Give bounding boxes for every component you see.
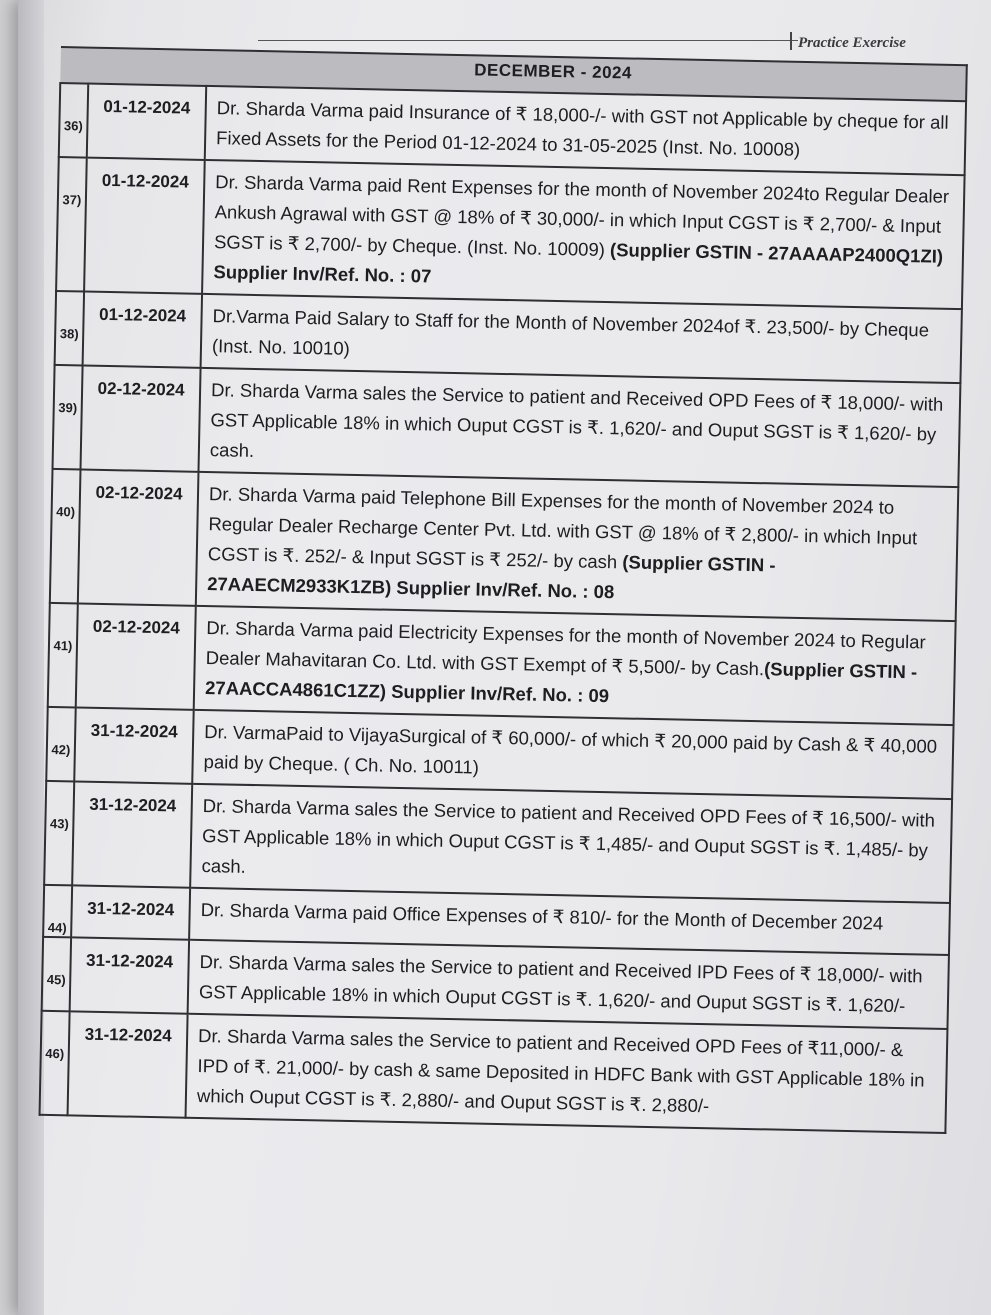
entry-description [198,368,960,487]
entry-date: 31-12-2024 [68,1011,188,1117]
entry-date: 02-12-2024 [76,603,196,709]
entry-text: Dr. Sharda Varma paid Electricity Expenses for the month of November 2024 to Regular Dealer Mahavitaran Co. Ltd. with GST Exempt of ₹ 5,500/- by Cash. [205,617,926,680]
entry-number: 36) [59,83,88,158]
entry-description [186,1014,948,1133]
section-label-text: Practice Exercise [798,35,906,51]
entry-number: 39) [53,365,83,470]
entry-text: Dr. Sharda Varma sales the Service to patient and Received IPD Fees of ₹ 18,000/- with GST Applicable 18% in which Ouput CGST is ₹. 1,620/- and Ouput SGST is ₹. 1,620/- [198,950,923,1017]
entry-number: 41) [48,603,78,708]
entry-description [202,160,965,309]
entry-text: Dr. Sharda Varma paid Office Expenses of ₹ 810/- for the Month of December 2024 [200,898,884,934]
book-spine [18,0,44,1315]
entry-text: Dr. Sharda Varma sales the Service to patient and Received OPD Fees of ₹ 18,000/- with GST Applicable 18% in which Ouput CGST is ₹. 1,620/- and Ouput SGST is ₹ 1,620/- by cash. [209,379,944,461]
entry-number: 40) [50,469,81,604]
entry-date: 31-12-2024 [71,885,190,939]
table-row [50,469,959,621]
entry-supplier-details: (Supplier GSTIN - 27AACCA4861C1ZZ) Supplier Inv/Ref. No. : 09 [204,658,918,707]
entry-text: Dr. Sharda Varma sales the Service to patient and Received OPD Fees of ₹11,000/- & IPD of ₹. 21,000/- by cash & same Deposited in HDFC Bank with GST Applicable 18% in which Ouput CGST is ₹. 2,880/- and Ouput SGST is ₹. 2,880/- [196,1024,925,1117]
entry-text: Dr. Sharda Varma paid Telephone Bill Expenses for the month of November 2024 to Regular Dealer Recharge Center Pvt. Ltd. with GST @ 18% of ₹ 2,800/- in which Input CGST is ₹. 252/- & Input SGST is ₹ 252/- by cash [207,483,918,573]
entry-date: 01-12-2024 [83,292,202,368]
entry-date: 02-12-2024 [78,469,199,605]
entry-number: 38) [55,291,84,366]
entry-date: 31-12-2024 [70,937,189,1013]
entry-description [196,472,959,621]
month-title-text: DECEMBER - 2024 [474,60,633,83]
entry-description [190,784,952,903]
entry-text: Dr. VarmaPaid to VijayaSurgical of ₹ 60,000/- of which ₹ 20,000 paid by Cash & ₹ 40,000 paid by Cheque. ( Ch. No. 10011) [203,721,938,778]
table-row [53,365,961,487]
entry-supplier-details: (Supplier GSTIN - 27AAAAP2400Q1ZI) Supplier Inv/Ref. No. : 07 [213,239,944,287]
entry-date: 02-12-2024 [81,366,201,472]
entry-supplier-details: (Supplier GSTIN - 27AAECM2933K1ZB) Supplier Inv/Ref. No. : 08 [207,551,776,603]
entry-text: Dr. Sharda Varma paid Insurance of ₹ 18,000-/- with GST not Applicable by cheque for all Fixed Assets for the Period 01-12-2024 to 31-05-2025 (Inst. No. 10008) [215,97,949,160]
entry-text: Dr.Varma Paid Salary to Staff for the Month of November 2024of ₹. 23,500/- by Cheque (Inst. No. 10010) [211,305,930,359]
header-rule [258,40,798,41]
entry-number: 45) [42,937,71,1012]
exercise-sheet [39,46,968,1134]
entry-number: 42) [46,707,75,782]
entry-number: 37) [56,157,87,292]
entry-number: 44) [43,885,72,938]
section-label [790,32,906,52]
entry-date: 01-12-2024 [84,158,205,294]
transactions-table [39,46,968,1134]
table-row [40,1011,948,1133]
table-row [48,603,956,725]
table-row [56,157,965,309]
entry-date: 01-12-2024 [87,84,206,160]
entry-date: 31-12-2024 [74,707,193,783]
entry-number: 46) [40,1011,70,1116]
table-row [44,781,952,903]
transactions-body [40,83,967,1133]
entry-number: 43) [44,781,74,886]
entry-date: 31-12-2024 [72,781,192,887]
entry-description [194,606,956,725]
entry-text: Dr. Sharda Varma paid Rent Expenses for the month of November 2024to Regular Dealer Ankush Agrawal with GST @ 18% of ₹ 30,000/- in which Input CGST is ₹ 2,700/- & Input SGST is ₹ 2,700/- by Cheque. (Inst. No. 10009) [213,171,950,261]
entry-text: Dr. Sharda Varma sales the Service to patient and Received OPD Fees of ₹ 16,500/- with GST Applicable 18% in which Ouput CGST is ₹ 1,485/- and Ouput SGST is ₹. 1,485/- by cash. [201,795,936,877]
